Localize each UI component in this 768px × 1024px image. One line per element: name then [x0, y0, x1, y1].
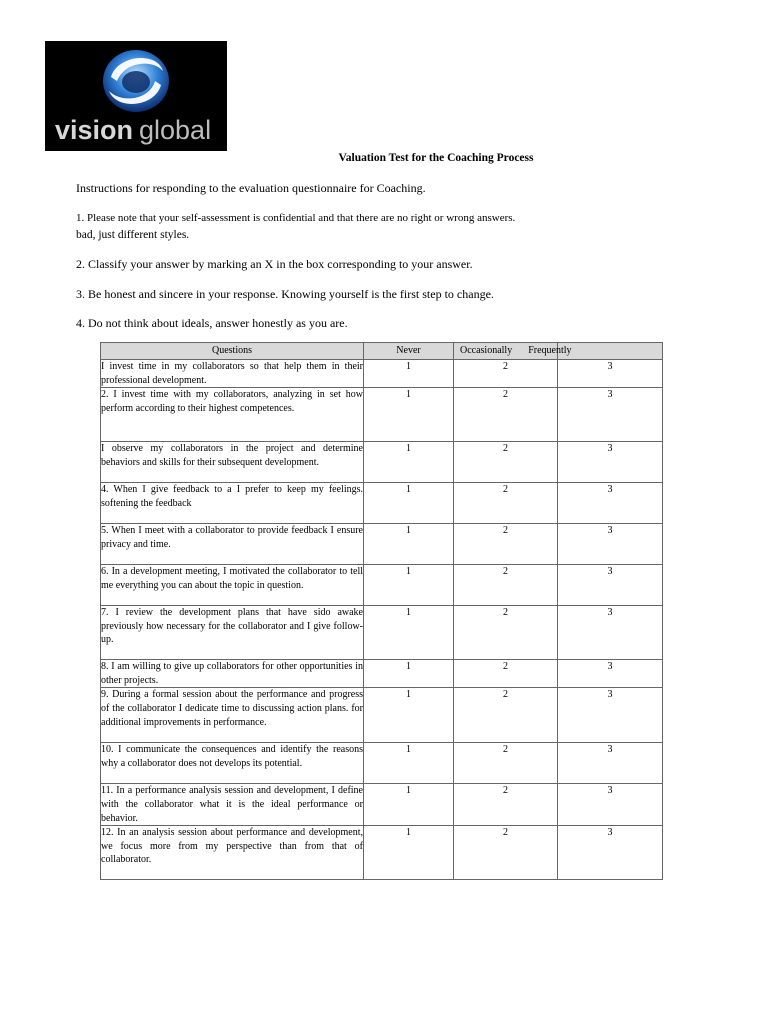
answer-occasionally[interactable]: 2: [454, 688, 558, 743]
table-row: [101, 524, 663, 565]
answer-never[interactable]: 1: [364, 565, 454, 606]
question-text: 4. When I give feedback to a I prefer to keep my feelings. softening the feedback: [101, 483, 364, 524]
answer-never[interactable]: 1: [364, 826, 454, 880]
question-text: 10. I communicate the consequences and identify the reasons why a collaborator does not develops its potential.: [101, 743, 364, 784]
answer-frequently[interactable]: 3: [558, 524, 663, 565]
table-row: [101, 743, 663, 784]
answer-frequently[interactable]: 3: [558, 360, 663, 388]
answer-occasionally[interactable]: 2: [454, 743, 558, 784]
header-empty: [558, 343, 663, 360]
answer-never[interactable]: 1: [364, 660, 454, 688]
answer-occasionally[interactable]: 2: [454, 660, 558, 688]
visionglobal-logo: [45, 41, 227, 151]
answer-frequently[interactable]: 3: [558, 565, 663, 606]
header-occasionally-frequently: [454, 343, 572, 360]
table-row: [101, 660, 663, 688]
answer-occasionally[interactable]: 2: [454, 826, 558, 880]
answer-frequently[interactable]: 3: [558, 784, 663, 826]
answer-frequently[interactable]: 3: [558, 442, 663, 483]
answer-occasionally[interactable]: 2: [454, 388, 558, 442]
answer-occasionally[interactable]: 2: [454, 483, 558, 524]
answer-never[interactable]: 1: [364, 360, 454, 388]
answer-occasionally[interactable]: 2: [454, 360, 558, 388]
header-occasionally: Occasionally: [460, 345, 513, 357]
answer-never[interactable]: 1: [364, 388, 454, 442]
answer-occasionally[interactable]: 2: [454, 606, 558, 660]
question-text: 9. During a formal session about the performance and progress of the collaborator I dedicate time to discussing action plans. for additional improvements in performance.: [101, 688, 364, 743]
questionnaire-table: [100, 342, 663, 880]
header-never: Never: [364, 343, 454, 360]
table-row: [101, 442, 663, 483]
logo-word-global: global: [139, 115, 212, 145]
question-text: I observe my collaborators in the project and determine behaviors and skills for their subsequent development.: [101, 442, 364, 483]
answer-never[interactable]: 1: [364, 524, 454, 565]
question-text: 12. In an analysis session about performance and development, we focus more from my perspective than from that of collaborator.: [101, 826, 364, 880]
header-questions: Questions: [101, 343, 364, 360]
answer-frequently[interactable]: 3: [558, 483, 663, 524]
question-text: 5. When I meet with a collaborator to provide feedback I ensure privacy and time.: [101, 524, 364, 565]
table-row: [101, 565, 663, 606]
document-title: Valuation Test for the Coaching Process: [338, 152, 534, 164]
question-text: 2. I invest time with my collaborators, analyzing in set how perform according to their highest competences.: [101, 388, 364, 442]
answer-frequently[interactable]: 3: [558, 660, 663, 688]
question-text: 11. In a performance analysis session and development, I define with the collaborator what it is the ideal performance or behavior.: [101, 784, 364, 826]
table-row: [101, 784, 663, 826]
answer-occasionally[interactable]: 2: [454, 784, 558, 826]
table-row: [101, 606, 663, 660]
table-row: [101, 483, 663, 524]
answer-never[interactable]: 1: [364, 743, 454, 784]
answer-frequently[interactable]: 3: [558, 388, 663, 442]
answer-frequently[interactable]: 3: [558, 826, 663, 880]
instruction-3: 3. Be honest and sincere in your response. Knowing yourself is the first step to change.: [76, 287, 494, 301]
question-text: 6. In a development meeting, I motivated the collaborator to tell me everything you can about the topic in question.: [101, 565, 364, 606]
answer-never[interactable]: 1: [364, 688, 454, 743]
logo-word-vision: vision: [55, 115, 134, 145]
table-row: [101, 360, 663, 388]
answer-occasionally[interactable]: 2: [454, 565, 558, 606]
instruction-1: [76, 210, 566, 244]
table-row: [101, 826, 663, 880]
table-header-row: [101, 343, 663, 360]
instruction-1-line1: 1. Please note that your self-assessment is confidential and that there are no right or wrong answers.: [76, 212, 516, 224]
answer-never[interactable]: 1: [364, 606, 454, 660]
answer-frequently[interactable]: 3: [558, 688, 663, 743]
answer-frequently[interactable]: 3: [558, 606, 663, 660]
instructions-intro: Instructions for responding to the evaluation questionnaire for Coaching.: [76, 181, 426, 195]
answer-occasionally[interactable]: 2: [454, 442, 558, 483]
table-row: [101, 688, 663, 743]
answer-never[interactable]: 1: [364, 483, 454, 524]
question-text: 7. I review the development plans that have sido awake previously how necessary for the collaborator and I give follow-up.: [101, 606, 364, 660]
logo-graphic: [45, 41, 227, 151]
instruction-2: 2. Classify your answer by marking an X in the box corresponding to your answer.: [76, 257, 473, 271]
instruction-4: 4. Do not think about ideals, answer honestly as you are.: [76, 316, 348, 330]
header-frequently: Frequently: [528, 345, 572, 357]
question-text: I invest time in my collaborators so that help them in their professional development.: [101, 360, 364, 388]
instruction-1-line2: bad, just different styles.: [76, 229, 190, 241]
answer-frequently[interactable]: 3: [558, 743, 663, 784]
answer-occasionally[interactable]: 2: [454, 524, 558, 565]
table-row: [101, 388, 663, 442]
answer-never[interactable]: 1: [364, 784, 454, 826]
answer-never[interactable]: 1: [364, 442, 454, 483]
question-text: 8. I am willing to give up collaborators for other opportunities in other projects.: [101, 660, 364, 688]
